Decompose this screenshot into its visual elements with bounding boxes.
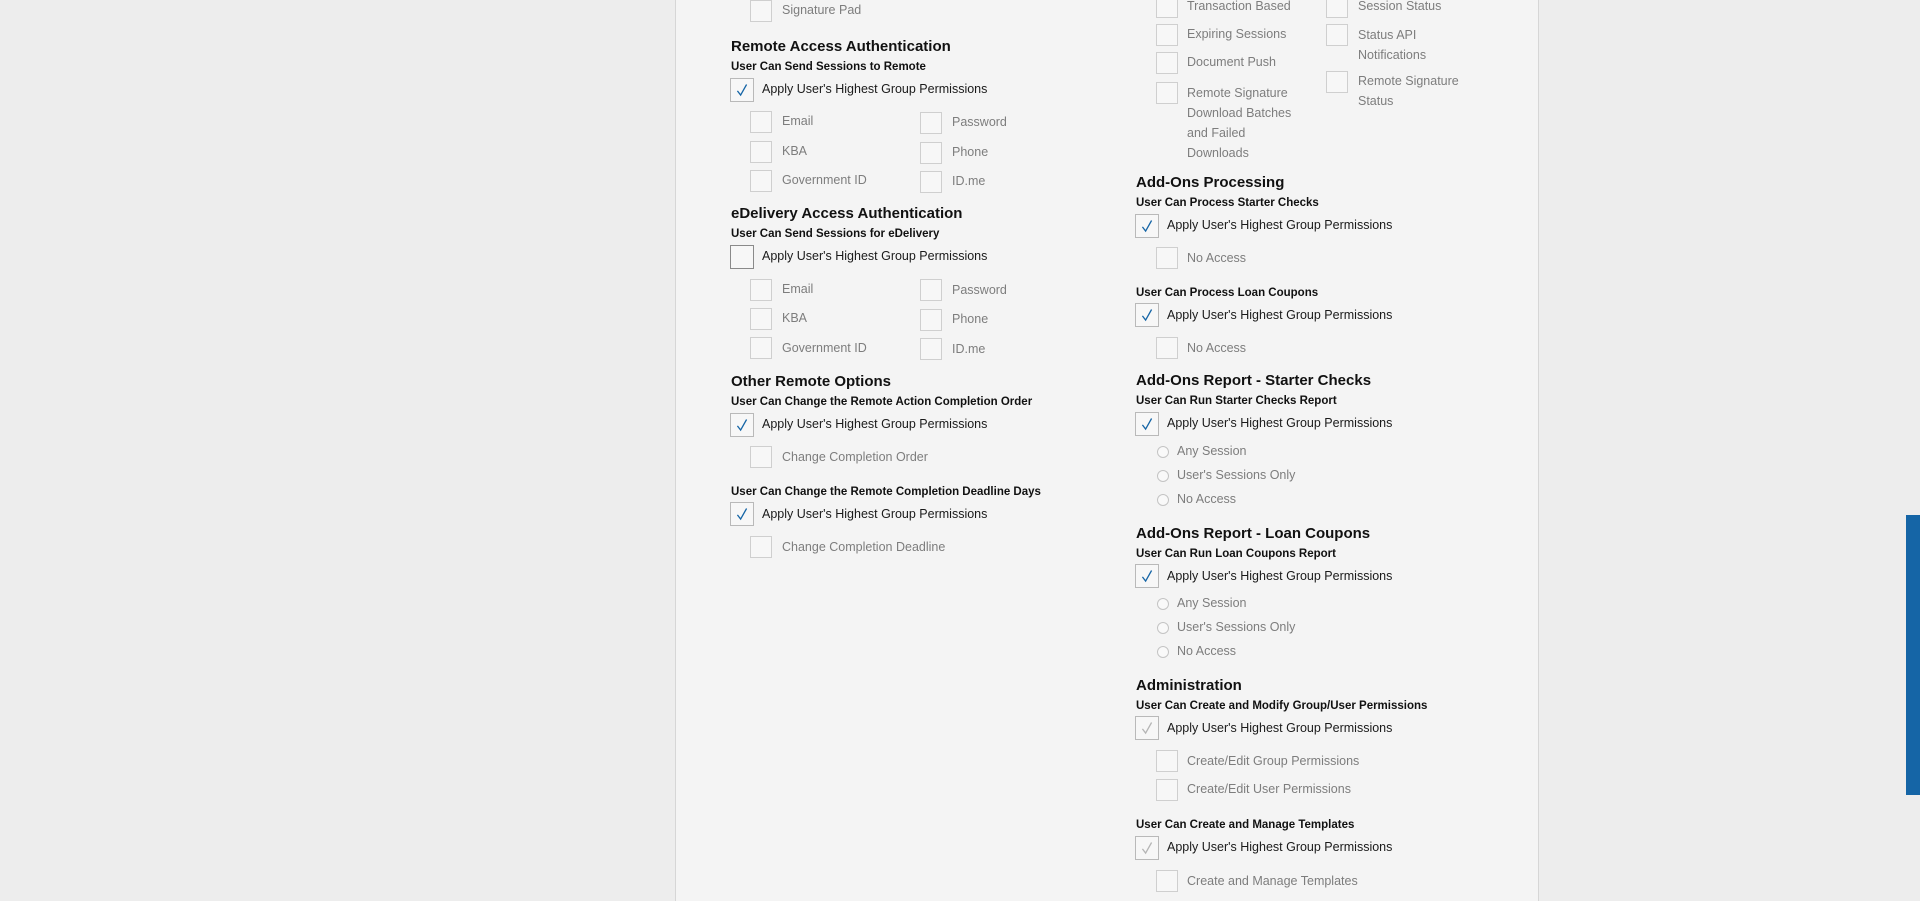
remote-access-apply-checkbox[interactable] xyxy=(730,78,754,102)
modify-permissions-subheading: User Can Create and Modify Group/User Permissions xyxy=(1136,700,1428,712)
completion-deadline-subheading: User Can Change the Remote Completion Deadline Days xyxy=(731,486,1041,498)
remote-password-label: Password xyxy=(952,115,1007,129)
expiring-sessions-label: Expiring Sessions xyxy=(1187,27,1287,41)
addons-processing-heading: Add-Ons Processing xyxy=(1136,174,1285,191)
check-icon xyxy=(1136,837,1158,859)
report-starter-own-sessions-radio[interactable] xyxy=(1157,470,1169,482)
completion-order-apply-checkbox[interactable] xyxy=(730,413,754,437)
remote-access-subheading: User Can Send Sessions to Remote xyxy=(731,61,926,73)
loan-coupons-no-access-label: No Access xyxy=(1187,341,1247,355)
check-icon xyxy=(1136,413,1158,435)
expiring-sessions-checkbox[interactable] xyxy=(1156,24,1178,46)
loan-coupons-no-access-checkbox[interactable] xyxy=(1156,337,1178,359)
remote-signature-status-label: Remote Signature Status xyxy=(1358,74,1459,108)
report-starter-apply-label: Apply User's Highest Group Permissions xyxy=(1167,416,1393,430)
status-api-checkbox[interactable] xyxy=(1326,24,1348,46)
report-loan-heading: Add-Ons Report - Loan Coupons xyxy=(1136,525,1371,542)
report-starter-any-session-label: Any Session xyxy=(1177,444,1247,458)
check-icon xyxy=(1136,304,1158,326)
signature-pad-label: Signature Pad xyxy=(782,3,862,17)
edelivery-phone-label: Phone xyxy=(952,312,989,326)
edelivery-idme-label: ID.me xyxy=(952,342,986,356)
session-status-label: Session Status xyxy=(1358,0,1442,13)
report-loan-no-access-radio[interactable] xyxy=(1157,646,1169,658)
create-edit-group-checkbox[interactable] xyxy=(1156,750,1178,772)
remote-signature-download-checkbox[interactable] xyxy=(1156,82,1178,104)
remote-phone-label: Phone xyxy=(952,145,989,159)
check-icon xyxy=(731,79,753,101)
create-edit-group-label: Create/Edit Group Permissions xyxy=(1187,754,1360,768)
edelivery-phone-checkbox[interactable] xyxy=(920,309,942,331)
document-push-label: Document Push xyxy=(1187,55,1276,69)
status-api-label: Status API Notifications xyxy=(1358,28,1427,62)
modify-permissions-apply-checkbox[interactable] xyxy=(1135,716,1159,740)
edelivery-apply-checkbox[interactable] xyxy=(730,245,754,269)
report-starter-any-session-radio[interactable] xyxy=(1157,446,1169,458)
remote-signature-download-label: Remote Signature Download Batches and Failed Downloads xyxy=(1187,86,1292,160)
check-icon xyxy=(731,503,753,525)
report-starter-apply-checkbox[interactable] xyxy=(1135,412,1159,436)
process-loan-coupons-subheading: User Can Process Loan Coupons xyxy=(1136,287,1319,299)
report-loan-apply-checkbox[interactable] xyxy=(1135,564,1159,588)
remote-kba-checkbox[interactable] xyxy=(750,141,772,163)
manage-templates-apply-checkbox[interactable] xyxy=(1135,836,1159,860)
completion-order-apply-label: Apply User's Highest Group Permissions xyxy=(762,417,988,431)
edelivery-kba-checkbox[interactable] xyxy=(750,308,772,330)
report-loan-own-sessions-radio[interactable] xyxy=(1157,622,1169,634)
edelivery-apply-label: Apply User's Highest Group Permissions xyxy=(762,249,988,263)
remote-kba-label: KBA xyxy=(782,144,808,158)
scrollbar-thumb[interactable] xyxy=(1906,515,1920,795)
report-starter-no-access-label: No Access xyxy=(1177,492,1237,506)
starter-checks-no-access-label: No Access xyxy=(1187,251,1247,265)
edelivery-subheading: User Can Send Sessions for eDelivery xyxy=(731,228,940,240)
remote-signature-status-checkbox[interactable] xyxy=(1326,71,1348,93)
edelivery-email-label: Email xyxy=(782,282,814,296)
other-remote-heading: Other Remote Options xyxy=(731,373,892,390)
report-loan-subheading: User Can Run Loan Coupons Report xyxy=(1136,548,1336,560)
completion-deadline-apply-checkbox[interactable] xyxy=(730,502,754,526)
edelivery-govid-checkbox[interactable] xyxy=(750,337,772,359)
change-completion-order-checkbox[interactable] xyxy=(750,446,772,468)
check-icon xyxy=(1136,215,1158,237)
session-status-checkbox[interactable] xyxy=(1326,0,1348,18)
manage-templates-subheading: User Can Create and Manage Templates xyxy=(1136,819,1355,831)
modify-permissions-apply-label: Apply User's Highest Group Permissions xyxy=(1167,721,1393,735)
report-loan-no-access-label: No Access xyxy=(1177,644,1237,658)
report-loan-any-session-label: Any Session xyxy=(1177,596,1247,610)
loan-coupons-apply-checkbox[interactable] xyxy=(1135,303,1159,327)
change-completion-order-label: Change Completion Order xyxy=(782,450,928,464)
manage-templates-apply-label: Apply User's Highest Group Permissions xyxy=(1167,840,1393,854)
remote-idme-label: ID.me xyxy=(952,174,986,188)
edelivery-password-label: Password xyxy=(952,283,1007,297)
loan-coupons-apply-label: Apply User's Highest Group Permissions xyxy=(1167,308,1393,322)
report-starter-subheading: User Can Run Starter Checks Report xyxy=(1136,395,1337,407)
remote-access-heading: Remote Access Authentication xyxy=(731,38,951,55)
check-icon xyxy=(1136,717,1158,739)
create-manage-templates-label: Create and Manage Templates xyxy=(1187,874,1358,888)
transaction-based-label: Transaction Based xyxy=(1187,0,1291,13)
remote-access-apply-label: Apply User's Highest Group Permissions xyxy=(762,82,988,96)
administration-heading: Administration xyxy=(1136,677,1242,694)
signature-pad-checkbox[interactable] xyxy=(750,0,772,22)
completion-deadline-apply-label: Apply User's Highest Group Permissions xyxy=(762,507,988,521)
edelivery-heading: eDelivery Access Authentication xyxy=(731,205,963,222)
remote-password-checkbox[interactable] xyxy=(920,112,942,134)
report-starter-heading: Add-Ons Report - Starter Checks xyxy=(1136,372,1372,389)
check-icon xyxy=(731,414,753,436)
remote-email-label: Email xyxy=(782,114,814,128)
create-manage-templates-checkbox[interactable] xyxy=(1156,870,1178,892)
edelivery-govid-label: Government ID xyxy=(782,341,867,355)
edelivery-kba-label: KBA xyxy=(782,311,808,325)
edelivery-idme-checkbox[interactable] xyxy=(920,338,942,360)
report-starter-own-sessions-label: User's Sessions Only xyxy=(1177,468,1296,482)
edelivery-email-checkbox[interactable] xyxy=(750,279,772,301)
edelivery-password-checkbox[interactable] xyxy=(920,279,942,301)
transaction-based-checkbox[interactable] xyxy=(1156,0,1178,18)
remote-idme-checkbox[interactable] xyxy=(920,171,942,193)
starter-checks-no-access-checkbox[interactable] xyxy=(1156,247,1178,269)
starter-checks-apply-checkbox[interactable] xyxy=(1135,214,1159,238)
remote-email-checkbox[interactable] xyxy=(750,111,772,133)
change-completion-deadline-checkbox[interactable] xyxy=(750,536,772,558)
check-icon xyxy=(1136,565,1158,587)
completion-order-subheading: User Can Change the Remote Action Completion Order xyxy=(731,396,1033,408)
remote-govid-label: Government ID xyxy=(782,173,867,187)
remote-govid-checkbox[interactable] xyxy=(750,170,772,192)
report-loan-own-sessions-label: User's Sessions Only xyxy=(1177,620,1296,634)
report-loan-apply-label: Apply User's Highest Group Permissions xyxy=(1167,569,1393,583)
change-completion-deadline-label: Change Completion Deadline xyxy=(782,540,946,554)
report-loan-any-session-radio[interactable] xyxy=(1157,598,1169,610)
starter-checks-apply-label: Apply User's Highest Group Permissions xyxy=(1167,218,1393,232)
document-push-checkbox[interactable] xyxy=(1156,52,1178,74)
remote-phone-checkbox[interactable] xyxy=(920,142,942,164)
create-edit-user-checkbox[interactable] xyxy=(1156,779,1178,801)
report-starter-no-access-radio[interactable] xyxy=(1157,494,1169,506)
process-starter-checks-subheading: User Can Process Starter Checks xyxy=(1136,197,1319,209)
create-edit-user-label: Create/Edit User Permissions xyxy=(1187,782,1351,796)
